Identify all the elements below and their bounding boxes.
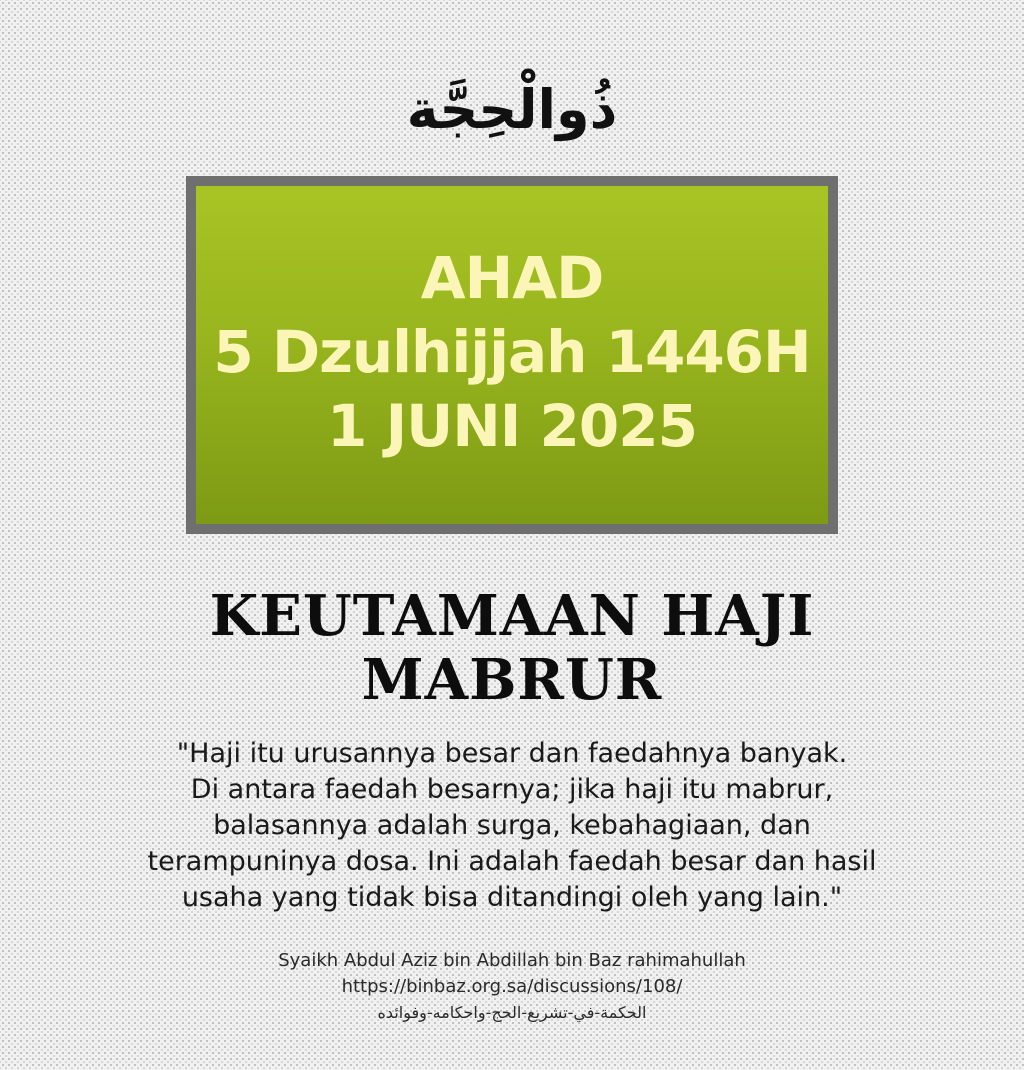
date-lines	[213, 241, 810, 463]
gregorian-date: 1 JUNI 2025	[327, 392, 697, 460]
quote-line: terampuninya dosa. Ini adalah faedah besar dan hasil	[147, 846, 877, 877]
title-line-2: MABRUR	[361, 647, 663, 713]
quote-line: usaha yang tidak bisa ditandingi oleh yang lain."	[181, 882, 843, 913]
source-author: Syaikh Abdul Aziz bin Abdillah bin Baz rahimahullah	[278, 950, 746, 971]
quote-line: "Haji itu urusannya besar dan faedahnya banyak.	[176, 738, 848, 769]
quote-text	[60, 736, 964, 916]
hijri-date: 5 Dzulhijjah 1446H	[213, 318, 811, 386]
source-url[interactable]: https://binbaz.org.sa/discussions/108/	[341, 976, 683, 997]
arabic-month-title: ذُوالْحِجَّة	[406, 78, 618, 141]
quote-line: balasannya adalah surga, kebahagiaan, dan	[213, 810, 811, 841]
date-box	[186, 176, 838, 534]
day-name: AHAD	[420, 244, 604, 312]
source-credit	[0, 948, 1024, 1026]
page-title	[0, 584, 1024, 712]
source-arabic-slug: الحكمة-في-تشريع-الحج-واحكامه-وفوائده	[377, 1003, 647, 1022]
quote-line: Di antara faedah besarnya; jika haji itu mabrur,	[190, 774, 834, 805]
title-line-1: KEUTAMAAN HAJI	[209, 583, 815, 649]
